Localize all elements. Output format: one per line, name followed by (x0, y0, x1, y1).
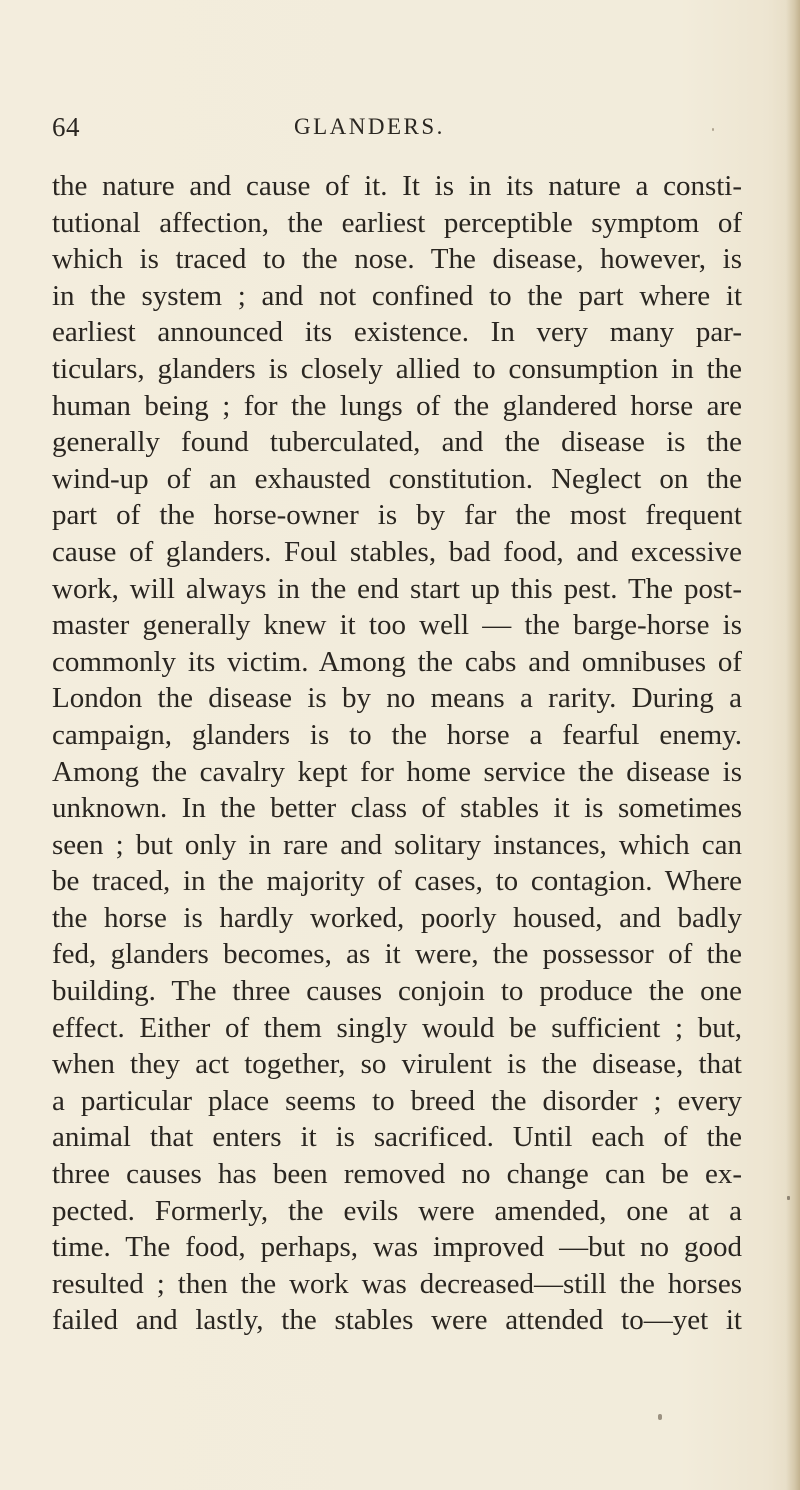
text-line: seen ; but only in rare and solitary instances, which can (52, 828, 742, 861)
page-number: 64 (52, 112, 80, 142)
ink-speck (712, 128, 714, 131)
text-line: building. The three causes conjoin to produce the one (52, 975, 742, 1008)
text-line: fed, glanders becomes, as it were, the possessor of the (52, 938, 742, 971)
text-line: animal that enters it is sacrificed. Until each of the (52, 1121, 742, 1154)
text-line: ticulars, glanders is closely allied to consumption in the (52, 352, 742, 385)
text-line: the horse is hardly worked, poorly housed, and badly (52, 901, 742, 934)
text-line: part of the horse-owner is by far the most frequent (52, 499, 742, 532)
text-line: human being ; for the lungs of the glandered horse are (52, 389, 742, 422)
text-line: earliest announced its existence. In very many par- (52, 316, 742, 349)
text-line: three causes has been removed no change can be ex- (52, 1158, 742, 1191)
text-line: in the system ; and not confined to the part where it (52, 279, 742, 312)
running-head: GLANDERS. (294, 114, 445, 139)
text-line: the nature and cause of it. It is in its nature a consti- (52, 170, 742, 202)
text-line: London the disease is by no means a rarity. During a (52, 682, 742, 715)
text-line: commonly its victim. Among the cabs and omnibuses of (52, 645, 742, 678)
text-line: wind-up of an exhausted constitution. Neglect on the (52, 462, 742, 495)
text-line: unknown. In the better class of stables it is sometimes (52, 792, 742, 825)
text-line: which is traced to the nose. The disease, however, is (52, 243, 742, 276)
text-line: campaign, glanders is to the horse a fearful enemy. (52, 718, 742, 751)
text-line: resulted ; then the work was decreased—still the horses (52, 1267, 742, 1300)
text-line: effect. Either of them singly would be sufficient ; but, (52, 1011, 742, 1044)
text-line: be traced, in the majority of cases, to contagion. Where (52, 865, 742, 898)
ink-speck (787, 1196, 790, 1200)
text-line: failed and lastly, the stables were attended to—yet it (52, 1304, 742, 1337)
text-line: work, will always in the end start up this pest. The post- (52, 572, 742, 605)
text-line: generally found tuberculated, and the disease is the (52, 426, 742, 459)
text-line: cause of glanders. Foul stables, bad food, and excessive (52, 535, 742, 568)
ink-speck (658, 1414, 662, 1420)
page-header (52, 112, 752, 152)
text-line: Among the cavalry kept for home service the disease is (52, 755, 742, 788)
text-line: a particular place seems to breed the disorder ; every (52, 1084, 742, 1117)
text-line: when they act together, so virulent is the disease, that (52, 1048, 742, 1081)
page-edge-shadow (786, 0, 800, 1490)
text-line: pected. Formerly, the evils were amended, one at a (52, 1194, 742, 1227)
body-text (52, 168, 742, 1339)
text-line: time. The food, perhaps, was improved —but no good (52, 1231, 742, 1264)
text-line: master generally knew it too well — the barge-horse is (52, 609, 742, 642)
text-line: tutional affection, the earliest perceptible symptom of (52, 206, 742, 239)
